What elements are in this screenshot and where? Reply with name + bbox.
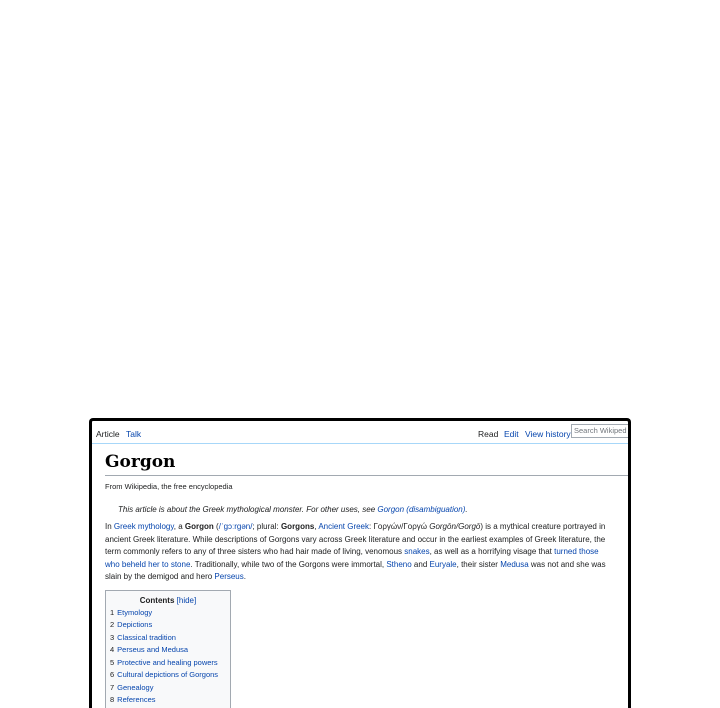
toc-link[interactable]: Depictions [117,620,152,629]
page-tabs-bar [92,421,628,444]
toc-item[interactable] [110,634,226,643]
tab-talk[interactable]: Talk [126,429,141,439]
intro-text: ; plural: [252,522,280,531]
link-greek-mythology[interactable]: Greek mythology [114,522,174,531]
page-title: Gorgon [105,451,628,476]
toc-item[interactable] [110,621,226,630]
browser-window [89,418,631,708]
link-snakes[interactable]: snakes [404,547,429,556]
toc-item[interactable] [110,684,226,693]
tab-article[interactable]: Article [96,429,120,439]
toc-link[interactable]: Perseus and Medusa [117,645,188,654]
intro-text: . Traditionally, while two of the Gorgons were immortal, [190,560,386,569]
toc-number: 8 [110,695,114,704]
link-medusa[interactable]: Medusa [500,560,528,569]
intro-text: , [314,522,318,531]
intro-text: , their sister [457,560,501,569]
hatnote-end: . [465,505,467,514]
toc-link[interactable]: Genealogy [117,683,153,692]
intro-text: , as well as a horrifying visage that [430,547,555,556]
toc-header [110,596,226,605]
tab-read[interactable]: Read [478,429,498,439]
toc-item[interactable] [110,696,226,705]
toc-number: 5 [110,658,114,667]
link-pronunciation[interactable]: /ˈɡɔːrɡən/ [219,522,253,531]
intro-paragraph [105,521,615,584]
link-ancient-greek[interactable]: Ancient Greek [318,522,369,531]
italic-transliteration: Gorgōn/Gorgō [429,522,480,531]
hatnote-text: This article is about the Greek mythological monster. For other uses, see [118,505,377,514]
toc-link[interactable]: Cultural depictions of Gorgons [117,670,218,679]
link-turned-to-stone[interactable]: turned those who beheld her to stone [105,547,599,569]
intro-text: ) is a mythical creature portrayed in ancient Greek literature. While descriptions of Gorgons vary across Greek literature and occur in the earliest examples of Greek literature, the term commonly refers to any of three sisters who had hair made of living, venomous [105,522,605,556]
toc-item[interactable] [110,609,226,618]
intro-text: and [412,560,430,569]
toc-hide-toggle[interactable]: [hide] [177,596,197,605]
intro-text: . [244,572,246,581]
toc-item[interactable] [110,646,226,655]
toc-item[interactable] [110,671,226,680]
toc-title: Contents [140,596,175,605]
toc-link[interactable]: References [117,695,155,704]
intro-text: was not and she was slain by the demigod and hero [105,560,606,582]
bold-gorgon: Gorgon [185,522,214,531]
intro-text: ( [214,522,219,531]
intro-text: : Γοργών/Γοργώ [369,522,429,531]
toc-number: 1 [110,608,114,617]
tab-view-history[interactable]: View history [525,429,571,439]
toc-link[interactable]: Classical tradition [117,633,176,642]
bold-gorgons: Gorgons [281,522,314,531]
site-tagline: From Wikipedia, the free encyclopedia [105,482,628,491]
toc-item[interactable] [110,659,226,668]
tab-edit[interactable]: Edit [504,429,519,439]
link-euryale[interactable]: Euryale [430,560,457,569]
link-stheno[interactable]: Stheno [386,560,411,569]
toc-link[interactable]: Protective and healing powers [117,658,217,667]
link-gorgon-disambiguation[interactable]: Gorgon (disambiguation) [377,505,465,514]
search-input[interactable]: Search Wikiped [571,424,628,438]
toc-number: 2 [110,620,114,629]
toc-number: 3 [110,633,114,642]
article-content [105,451,628,708]
intro-text: In [105,522,114,531]
link-perseus[interactable]: Perseus [214,572,243,581]
toc-link[interactable]: Etymology [117,608,152,617]
intro-text: , a [174,522,185,531]
toc-number: 4 [110,645,114,654]
toc-number: 7 [110,683,114,692]
hatnote [105,505,628,514]
toc-number: 6 [110,670,114,679]
table-of-contents [105,590,231,708]
